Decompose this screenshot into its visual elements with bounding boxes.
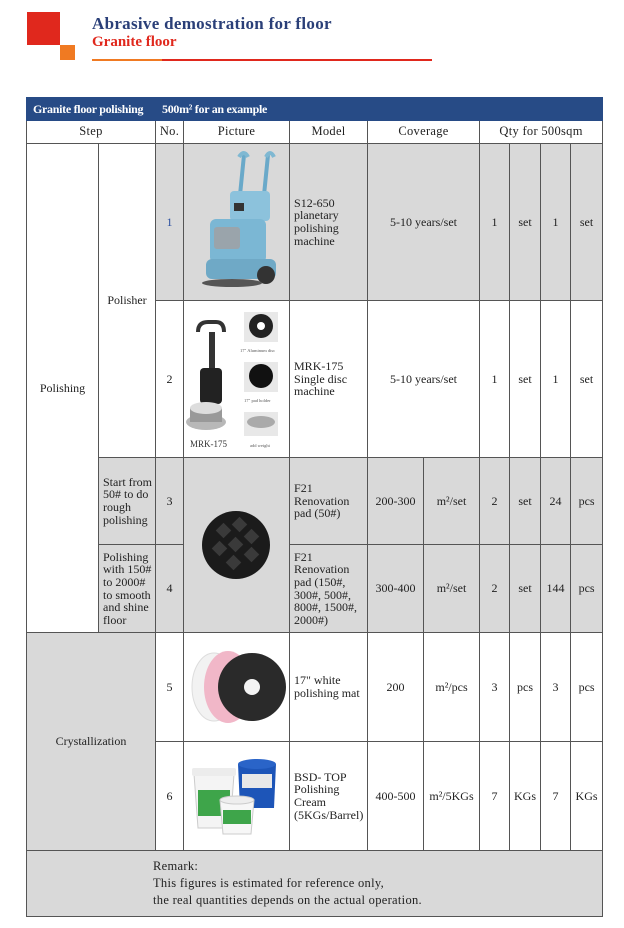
picture-cell <box>184 301 290 458</box>
pic2-caption-1: 17" Aluminum disc <box>240 348 276 353</box>
planetary-machine-image <box>184 147 288 297</box>
logo-orange-square <box>60 45 75 60</box>
remark-line-1: This figures is estimated for reference only, <box>153 876 385 891</box>
row-model: F21 Renovation pad (50#) <box>290 458 368 545</box>
row-coverage: 200 <box>368 633 424 742</box>
row-u2: set <box>571 144 603 301</box>
col-model: Model <box>290 121 368 144</box>
row-model: MRK-175 Single disc machine <box>290 301 368 458</box>
row-u2: set <box>571 301 603 458</box>
col-step: Step <box>27 121 156 144</box>
row-u1: pcs <box>510 633 541 742</box>
row-u1: set <box>510 545 541 633</box>
remark-title: Remark: <box>153 859 199 874</box>
table-row <box>27 545 603 633</box>
row-coverage: 300-400 <box>368 545 424 633</box>
col-qty: Qty for 500sqm <box>480 121 603 144</box>
group-polishing: Polishing <box>27 144 99 633</box>
table-title-bar <box>27 98 603 121</box>
sub-polisher: Polisher <box>99 144 156 458</box>
picture-cell <box>184 633 290 742</box>
bar-left: Granite floor polishing <box>27 98 156 121</box>
polishing-cream-image <box>184 746 288 846</box>
abrasive-table <box>26 97 603 917</box>
row-q2: 1 <box>541 301 571 458</box>
table-row <box>27 633 603 742</box>
row-coverage-unit: m²/set <box>424 545 480 633</box>
remark-row <box>27 851 603 917</box>
row-coverage-unit: m²/5KGs <box>424 742 480 851</box>
pic2-caption-2: 17" pad holder <box>244 398 271 403</box>
row-no: 4 <box>156 545 184 633</box>
row-q1: 3 <box>480 633 510 742</box>
row-u2: KGs <box>571 742 603 851</box>
column-header-row <box>27 121 603 144</box>
group-crystallization: Crystallization <box>27 633 156 851</box>
row-coverage-unit: m²/set <box>424 458 480 545</box>
row-model: F21 Renovation pad (150#, 300#, 500#, 800#, 1500#, 2000#) <box>290 545 368 633</box>
page-subtitle: Granite floor <box>92 34 177 50</box>
row-q1: 1 <box>480 301 510 458</box>
row-u2: pcs <box>571 633 603 742</box>
row-u1: set <box>510 458 541 545</box>
row-no: 2 <box>156 301 184 458</box>
remark-line-2: the real quantities depends on the actual operation. <box>153 892 422 907</box>
row-u2: pcs <box>571 458 603 545</box>
col-picture: Picture <box>184 121 290 144</box>
row-model: BSD- TOP Polishing Cream (5KGs/Barrel) <box>290 742 368 851</box>
row-u1: set <box>510 301 541 458</box>
table-row <box>27 144 603 301</box>
title-underline-orange <box>92 59 162 61</box>
row-no: 3 <box>156 458 184 545</box>
remark-cell <box>27 851 603 917</box>
row-q2: 7 <box>541 742 571 851</box>
logo-red-square <box>27 12 60 45</box>
row-coverage: 5-10 years/set <box>368 301 480 458</box>
row-q1: 1 <box>480 144 510 301</box>
row-coverage: 400-500 <box>368 742 424 851</box>
row-q1: 2 <box>480 545 510 633</box>
bar-right: 500m² for an example <box>156 98 603 121</box>
table-row <box>27 458 603 545</box>
row-coverage: 5-10 years/set <box>368 144 480 301</box>
picture-cell <box>184 144 290 301</box>
row-q1: 7 <box>480 742 510 851</box>
row-no: 6 <box>156 742 184 851</box>
sub-rough: Start from 50# to do rough polishing <box>99 458 156 545</box>
sub-smooth: Polishing with 150# to 2000# to smooth and shine floor <box>99 545 156 633</box>
row-model: 17" white polishing mat <box>290 633 368 742</box>
picture-cell <box>184 742 290 851</box>
renovation-pad-image <box>184 495 288 595</box>
row-u1: KGs <box>510 742 541 851</box>
pic2-caption-3: add weight <box>250 443 270 448</box>
row-q2: 144 <box>541 545 571 633</box>
polishing-mat-image <box>184 637 288 737</box>
row-no: 5 <box>156 633 184 742</box>
title-underline-red <box>162 59 432 61</box>
row-no: 1 <box>156 144 184 301</box>
row-q2: 3 <box>541 633 571 742</box>
pic2-label: MRK-175 <box>190 439 228 449</box>
row-u2: pcs <box>571 545 603 633</box>
row-q2: 24 <box>541 458 571 545</box>
row-u1: set <box>510 144 541 301</box>
row-coverage-unit: m²/pcs <box>424 633 480 742</box>
single-disc-machine-image <box>184 304 288 454</box>
row-model: S12-650 planetary polishing machine <box>290 144 368 301</box>
row-coverage: 200-300 <box>368 458 424 545</box>
picture-cell <box>184 458 290 633</box>
page-title: Abrasive demostration for floor <box>92 14 332 33</box>
col-no: No. <box>156 121 184 144</box>
row-q1: 2 <box>480 458 510 545</box>
col-coverage: Coverage <box>368 121 480 144</box>
row-q2: 1 <box>541 144 571 301</box>
